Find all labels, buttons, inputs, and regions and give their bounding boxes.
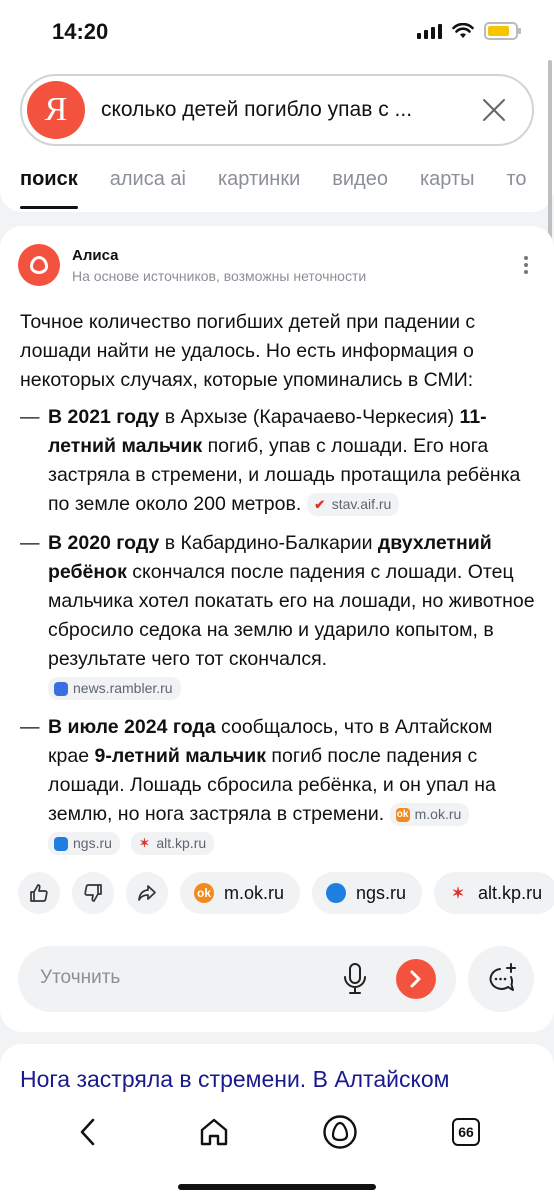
highlight: В 2021 году [48,406,160,428]
ngs-icon [326,883,346,903]
highlight: двухлетний ребёнок [48,532,492,583]
followup-input[interactable] [18,946,456,1012]
result-title-link[interactable]: Нога застряла в стремени. В Алтайском [20,1066,450,1092]
tab-count: 66 [452,1118,480,1146]
kp-icon: ✶ [451,885,465,902]
bottom-navigation [0,1096,554,1200]
share-button[interactable] [126,872,168,914]
followup-row [18,946,536,1012]
tabs-button[interactable] [446,1112,486,1152]
answer-text-part: в Кабардино-Балкарии [159,532,378,554]
highlight: 9-летний мальчик [94,745,267,767]
ok-icon: ok [396,809,409,821]
new-chat-icon [483,961,519,997]
source-link[interactable]: ✔ stav.aif.ru [307,493,400,516]
answer-text-part: сообщалось, что в Алтайском крае [48,716,493,767]
tab-images[interactable]: картинки [217,168,301,190]
like-button[interactable] [18,872,60,914]
thumbs-down-icon [82,882,104,904]
source-chip-kp[interactable]: ✶ alt.kp.ru [434,872,554,914]
status-icons [417,22,518,40]
alisa-button[interactable] [320,1112,360,1152]
new-chat-button[interactable] [468,946,534,1012]
thumbs-up-icon [28,882,50,904]
ok-icon: ok [194,883,214,903]
status-bar [0,0,554,62]
answer-item [20,403,536,519]
answer-item [20,713,536,858]
search-box[interactable] [20,74,534,146]
alisa-name: Алиса [72,246,119,264]
tab-more[interactable]: то [506,168,527,190]
back-button[interactable] [68,1112,108,1152]
chevron-right-icon [408,970,424,988]
source-chip-ngs[interactable]: ngs.ru [312,872,422,914]
send-button[interactable] [396,959,436,999]
rambler-icon [54,682,68,696]
search-tabs [20,168,527,191]
answer-text-part: погиб после падения с лошади. Лошадь сбросила ребёнка, и он упал на землю, но нога застряла в стремени. [48,745,496,825]
more-options-icon[interactable] [524,256,528,274]
microphone-icon[interactable] [340,962,370,996]
tab-video[interactable]: видео [332,168,388,190]
tab-maps[interactable]: карты [419,168,475,190]
feedback-and-sources-row [18,872,554,914]
dislike-button[interactable] [72,872,114,914]
alisa-avatar [18,244,60,286]
source-link[interactable]: news.rambler.ru [48,677,181,700]
battery-icon [484,22,518,40]
source-link[interactable]: ok m.ok.ru [390,803,470,826]
alisa-answer-card [0,226,554,1032]
answer-intro: Точное количество погибших детей при падении с лошади найти не удалось. Но есть информация о некоторых случаях, которые упоминались в СМИ: [20,311,476,391]
yandex-logo[interactable]: Я [27,81,85,139]
cellular-signal-icon [417,24,442,39]
kp-icon: ✶ [139,836,150,851]
answer-text-part: скончался после падения с лошади. Отец мальчика хотел покатать его на лошади, но животное сбросило седока на землю и ударило копытом, в результате чего тот скончался. [48,561,535,670]
source-chip-ok[interactable]: ok m.ok.ru [180,872,300,914]
answer-item [20,529,536,703]
search-query[interactable]: сколько детей погибло упав с ... [101,98,413,121]
home-icon [198,1116,230,1148]
answer-text [20,308,536,868]
alisa-icon [322,1114,358,1150]
highlight: В 2020 году [48,532,160,554]
source-link[interactable]: ✶ alt.kp.ru [131,832,214,855]
chevron-left-icon [78,1117,98,1147]
share-icon [136,882,158,904]
source-link[interactable]: ngs.ru [48,832,120,855]
clear-icon[interactable] [480,96,508,124]
home-indicator [178,1184,376,1190]
ngs-icon [54,837,68,851]
answer-text-part: погиб, упав с лошади. Его нога застряла в стремени, и лошадь протащила ребёнка по земле около 200 метров. [48,435,521,515]
search-header [0,62,554,212]
home-button[interactable] [194,1112,234,1152]
highlight: 11-летний мальчик [48,406,487,457]
tab-alisa-ai[interactable]: алиса ai [109,168,186,190]
followup-placeholder: Уточнить [40,967,121,988]
answer-text-part: в Архызе (Карачаево-Черкесия) [159,406,460,428]
alisa-disclaimer: На основе источников, возможны неточности [72,267,367,284]
highlight: В июле 2024 года [48,716,216,738]
aif-icon: ✔ [314,497,326,513]
wifi-icon [452,23,474,39]
tab-search[interactable]: поиск [20,168,78,190]
alisa-header [18,244,366,286]
status-time: 14:20 [52,19,109,44]
